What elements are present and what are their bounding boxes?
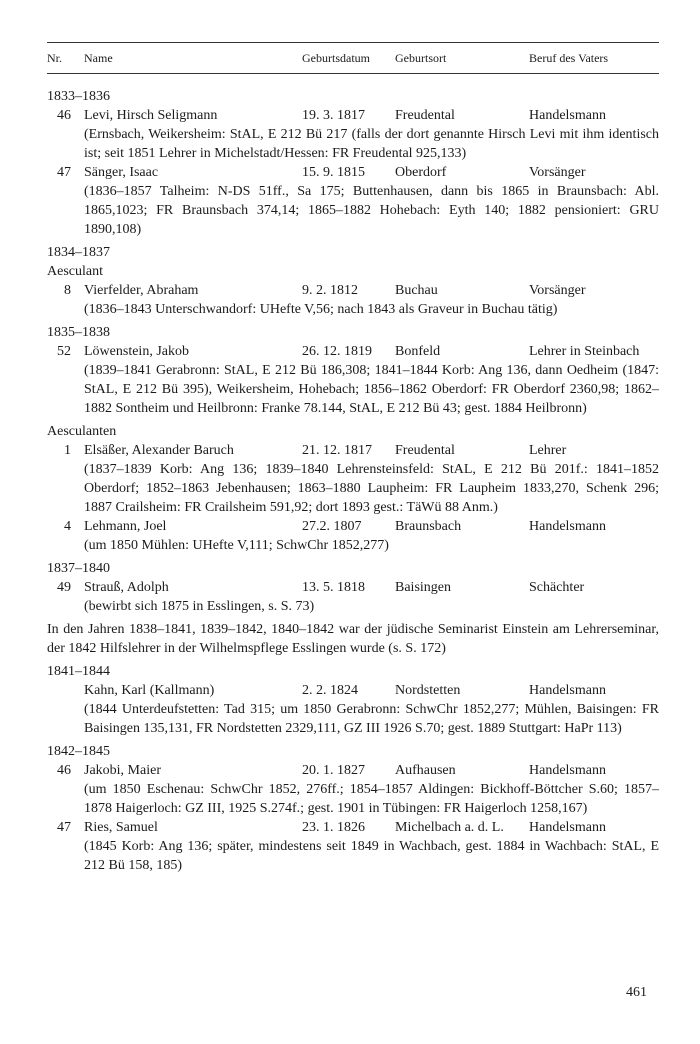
page-number: 461 xyxy=(626,985,647,1000)
entry-name: Jakobi, Maier xyxy=(84,763,161,778)
entry-father-profession: Handelsmann xyxy=(529,683,606,698)
entry-name: Ries, Samuel xyxy=(84,820,158,835)
year-range: 1837–1840 xyxy=(47,561,110,576)
entry-number: 1 xyxy=(64,443,71,458)
entry-note: (1845 Korb: Ang 136; später, mindestens seit 1849 in Wachbach, gest. 1884 in Wachbach: StAL, E 212 Bü 158, 185) xyxy=(84,839,659,873)
year-range: 1841–1844 xyxy=(47,664,110,679)
section xyxy=(47,620,659,658)
register-entry xyxy=(47,818,659,875)
group-label: Aesculant xyxy=(47,264,103,279)
entry-father-profession: Handelsmann xyxy=(529,519,606,534)
header-date: Geburtsdatum xyxy=(302,51,370,65)
register-entry xyxy=(47,106,659,163)
entry-note: (bewirbt sich 1875 in Esslingen, s. S. 73) xyxy=(84,599,315,614)
section xyxy=(47,559,659,616)
entry-birthdate: 23. 1. 1826 xyxy=(302,820,365,835)
entry-birthdate: 27.2. 1807 xyxy=(302,519,362,534)
entry-note: (1844 Unterdeufstetten: Tad 315; um 1850 Gerabronn: SchwChr 1852,277; Mühlen, Baisingen: FR Baisingen 135,131, FR Nordstetten 2329,111, GZ III 1926 S.70; gest. 1889 Stuttgart: HaPr 113) xyxy=(84,702,659,736)
entry-father-profession: Handelsmann xyxy=(529,763,606,778)
entry-note: (1836–1857 Talheim: N-DS 51ff., Sa 175; Buttenhausen, dann bis 1865 in Braunsbach: Abl. 1865,1023; FR Braunsbach 374,14; 1865–1882 Hohebach: Eyth 140; 1882 pensioniert: GRU 1890,108) xyxy=(84,184,659,237)
entry-birthplace: Michelbach a. d. L. xyxy=(395,820,504,835)
register-entry xyxy=(47,441,659,517)
note-paragraph: In den Jahren 1838–1841, 1839–1842, 1840–1842 war der jüdische Seminarist Einstein am Lehrerseminar, der 1842 Hilfslehrer in der Wilhelmspflege Esslingen wurde (s. S. 172) xyxy=(47,622,659,656)
entry-birthplace: Baisingen xyxy=(395,580,451,595)
entry-name: Levi, Hirsch Seligmann xyxy=(84,108,218,123)
entry-name: Kahn, Karl (Kallmann) xyxy=(84,683,215,698)
entry-birthplace: Oberdorf xyxy=(395,165,447,180)
entry-birthdate: 26. 12. 1819 xyxy=(302,344,372,359)
entry-number: 47 xyxy=(57,820,71,835)
entry-note: (um 1850 Eschenau: SchwChr 1852, 276ff.; 1854–1857 Aldingen: Bickhoff-Böttcher S.60; 1857–1878 Haigerloch: GZ III, 1925 S.274f.; gest. 1901 in Tübingen: FR Haigerloch 1258,167) xyxy=(84,782,659,816)
year-range: 1833–1836 xyxy=(47,89,110,104)
register-entry xyxy=(47,281,659,319)
register-content xyxy=(47,87,659,875)
entry-note: (um 1850 Mühlen: UHefte V,111; SchwChr 1852,277) xyxy=(84,538,389,553)
section xyxy=(47,323,659,418)
register-entry xyxy=(47,578,659,616)
entry-birthdate: 20. 1. 1827 xyxy=(302,763,365,778)
entry-father-profession: Vorsänger xyxy=(529,165,586,180)
register-entry xyxy=(47,163,659,239)
entry-number: 4 xyxy=(64,519,71,534)
entry-birthplace: Bonfeld xyxy=(395,344,441,359)
register-entry xyxy=(47,761,659,818)
document-page xyxy=(47,42,659,875)
entry-birthplace: Freudental xyxy=(395,108,455,123)
entry-note: (1837–1839 Korb: Ang 136; 1839–1840 Lehrensteinsfeld: StAL, E 212 Bü 201f.: 1841–1852 Oberdorf; 1852–1863 Jebenhausen; 1863–1880 Laupheim: FR Laupheim 1833,270, Schenk 296; 1887 Crailsheim: FR Crailsheim 591,92; dort 1893 gest.: TäWü 88 Anm.) xyxy=(84,462,659,515)
entry-birthdate: 21. 12. 1817 xyxy=(302,443,372,458)
entry-note: (1836–1843 Unterschwandorf: UHefte V,56; nach 1843 als Graveur in Buchau tätig) xyxy=(84,302,558,317)
entry-name: Elsäßer, Alexander Baruch xyxy=(84,443,234,458)
year-range: 1834–1837 xyxy=(47,245,110,260)
entry-number: 49 xyxy=(57,580,71,595)
entry-number: 46 xyxy=(57,108,71,123)
entry-father-profession: Lehrer in Steinbach xyxy=(529,344,640,359)
section xyxy=(47,87,659,239)
entry-birthplace: Buchau xyxy=(395,283,438,298)
entry-birthdate: 19. 3. 1817 xyxy=(302,108,365,123)
entry-birthplace: Freudental xyxy=(395,443,455,458)
entry-birthdate: 15. 9. 1815 xyxy=(302,165,365,180)
header-nr: Nr. xyxy=(47,51,62,65)
entry-father-profession: Handelsmann xyxy=(529,820,606,835)
entry-birthdate: 13. 5. 1818 xyxy=(302,580,365,595)
entry-father-profession: Schächter xyxy=(529,580,585,595)
register-entry xyxy=(47,681,659,738)
entry-number: 52 xyxy=(57,344,71,359)
entry-note: (1839–1841 Gerabronn: StAL, E 212 Bü 186,308; 1841–1844 Korb: Ang 136, dann Oedheim (1847: StAL, E 212 Bü 395), Weikersheim, Hohebach; 1856–1862 Oberdorf: FR Oberdorf 2360,98; 1862–1882 Sontheim und Heilbronn: Franke 78.144, StAL, E 212 Bü 43; gest. 1884 Heilbronn) xyxy=(84,363,659,416)
entry-name: Strauß, Adolph xyxy=(84,580,169,595)
header-place: Geburtsort xyxy=(395,51,447,65)
entry-name: Sänger, Isaac xyxy=(84,165,159,180)
section xyxy=(47,243,659,319)
header-rule xyxy=(47,73,659,74)
entry-father-profession: Vorsänger xyxy=(529,283,586,298)
entry-number: 47 xyxy=(57,165,71,180)
section xyxy=(47,742,659,875)
entry-name: Lehmann, Joel xyxy=(84,519,167,534)
entry-birthplace: Aufhausen xyxy=(395,763,456,778)
register-entry xyxy=(47,517,659,555)
entry-number: 46 xyxy=(57,763,71,778)
entry-father-profession: Lehrer xyxy=(529,443,567,458)
column-header xyxy=(47,43,659,73)
year-range: 1835–1838 xyxy=(47,325,110,340)
entry-birthdate: 2. 2. 1824 xyxy=(302,683,358,698)
entry-birthplace: Nordstetten xyxy=(395,683,461,698)
entry-father-profession: Handelsmann xyxy=(529,108,606,123)
section xyxy=(47,422,659,555)
entry-number: 8 xyxy=(64,283,71,298)
entry-note: (Ernsbach, Weikersheim: StAL, E 212 Bü 217 (falls der dort genannte Hirsch Levi mit ihm identisch ist; seit 1851 Lehrer in Michelstadt/Hessen: FR Freudental 925,133) xyxy=(84,127,659,161)
entry-name: Vierfelder, Abraham xyxy=(84,283,199,298)
header-father: Beruf des Vaters xyxy=(529,51,609,65)
entry-name: Löwenstein, Jakob xyxy=(84,344,189,359)
header-name: Name xyxy=(84,51,113,65)
group-label: Aesculanten xyxy=(47,424,117,439)
register-entry xyxy=(47,342,659,418)
entry-birthdate: 9. 2. 1812 xyxy=(302,283,358,298)
entry-birthplace: Braunsbach xyxy=(395,519,462,534)
year-range: 1842–1845 xyxy=(47,744,110,759)
section xyxy=(47,662,659,738)
